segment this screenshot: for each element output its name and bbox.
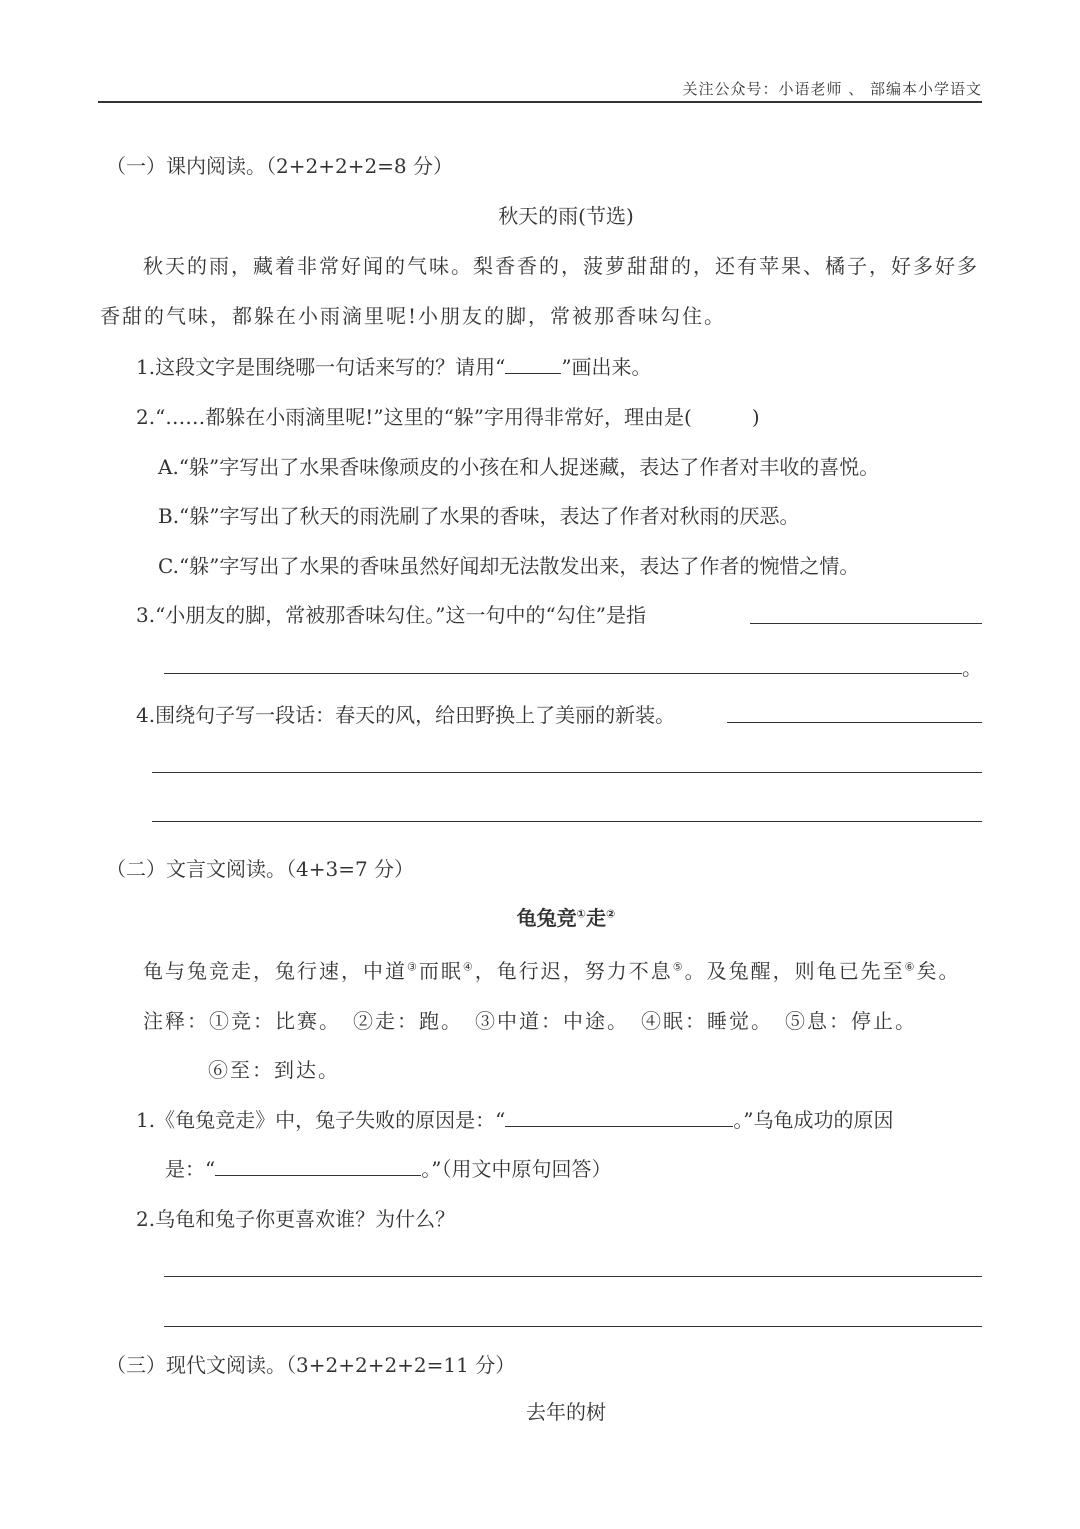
answer-line[interactable] bbox=[750, 623, 982, 624]
title-text: 龟兔竞 bbox=[516, 906, 577, 930]
question-1-text: 1.这段文字是围绕哪一句话来写的？请用“ bbox=[136, 355, 506, 379]
answer-blank[interactable] bbox=[215, 1174, 421, 1176]
section1-heading: （一）课内阅读。（2+2+2+2=8 分） bbox=[106, 154, 454, 178]
passage-text: 矣。 bbox=[916, 959, 961, 983]
answer-blank[interactable] bbox=[505, 1125, 733, 1127]
section1-question-4: 4.围绕句子写一段话：春天的风，给田野换上了美丽的新装。 bbox=[136, 703, 676, 727]
section2-notes-line2: ⑥至：到达。 bbox=[208, 1058, 340, 1082]
question-1-text-end: ”画出来。 bbox=[561, 355, 652, 379]
section2-passage bbox=[143, 955, 961, 984]
question-1-text: 是：“ bbox=[165, 1157, 216, 1181]
header-divider bbox=[98, 101, 982, 103]
passage-text: 而眠 bbox=[418, 959, 463, 983]
answer-line[interactable] bbox=[152, 772, 982, 773]
answer-blank[interactable] bbox=[505, 372, 561, 374]
section1-title: 秋天的雨(节选) bbox=[498, 204, 634, 228]
footnote-marker: ② bbox=[606, 907, 616, 921]
section3-heading: （三）现代文阅读。（3+2+2+2+2=11 分） bbox=[106, 1353, 516, 1377]
section1-question-3: 3.“小朋友的脚，常被那香味勾住。”这一句中的“勾住”是指 bbox=[136, 603, 646, 627]
question-1-text: 1.《龟兔竞走》中，兔子失败的原因是：“ bbox=[136, 1108, 506, 1132]
footnote-marker: ⑤ bbox=[672, 960, 685, 974]
section1-question-1 bbox=[136, 351, 652, 380]
option-a: A.“躲”字写出了水果香味像顽皮的小孩在和人捉迷藏，表达了作者对丰收的喜悦。 bbox=[158, 455, 880, 479]
section3-title: 去年的树 bbox=[526, 1400, 606, 1424]
section1-passage-line2: 香甜的气味，都躲在小雨滴里呢!小朋友的脚，常被那香味勾住。 bbox=[100, 304, 727, 328]
answer-line[interactable] bbox=[727, 722, 982, 723]
page-header: 关注公众号：小语老师 、 部编本小学语文 bbox=[682, 80, 982, 98]
answer-line[interactable] bbox=[164, 1276, 982, 1277]
question-1-text-mid: 。”乌龟成功的原因 bbox=[733, 1108, 894, 1132]
passage-text: 龟与兔竞走，兔行速，中道 bbox=[143, 959, 407, 983]
section2-title bbox=[26, 902, 1080, 931]
section2-notes-line1: 注释：①竞：比赛。 ②走：跑。 ③中道：中途。 ④眠：睡觉。 ⑤息：停止。 bbox=[143, 1009, 917, 1033]
section1-question-2: 2.“……都躲在小雨滴里呢!”这里的“躲”字用得非常好，理由是( ) bbox=[136, 405, 760, 429]
footnote-marker: ⑥ bbox=[904, 960, 917, 974]
question-1-text-end: 。”（用文中原句回答） bbox=[421, 1157, 612, 1181]
title-text-end: 走 bbox=[586, 906, 606, 930]
section2-heading: （二）文言文阅读。（4+3=7 分） bbox=[106, 857, 415, 881]
passage-text: 。及兔醒，则龟已先至 bbox=[684, 959, 905, 983]
option-b: B.“躲”字写出了秋天的雨洗刷了水果的香味，表达了作者对秋雨的厌恶。 bbox=[158, 504, 800, 528]
section2-question-2: 2.乌龟和兔子你更喜欢谁？为什么？ bbox=[136, 1207, 456, 1231]
answer-line[interactable] bbox=[164, 1326, 982, 1327]
answer-line[interactable] bbox=[164, 673, 962, 674]
footnote-marker: ③ bbox=[407, 960, 419, 974]
section1-passage-line1: 秋天的雨，藏着非常好闻的气味。梨香香的，菠萝甜甜的，还有苹果、橘子，好多好多 bbox=[143, 254, 979, 278]
footnote-marker: ① bbox=[576, 907, 586, 921]
passage-text: ，龟行迟，努力不息 bbox=[474, 959, 673, 983]
question-3-end-punct: 。 bbox=[962, 656, 982, 680]
option-c: C.“躲”字写出了水果的香味虽然好闻却无法散发出来，表达了作者的惋惜之情。 bbox=[158, 554, 860, 578]
section2-question-1 bbox=[136, 1104, 894, 1133]
answer-line[interactable] bbox=[152, 821, 982, 822]
section2-question-1-line2 bbox=[165, 1153, 611, 1182]
footnote-marker: ④ bbox=[462, 960, 475, 974]
